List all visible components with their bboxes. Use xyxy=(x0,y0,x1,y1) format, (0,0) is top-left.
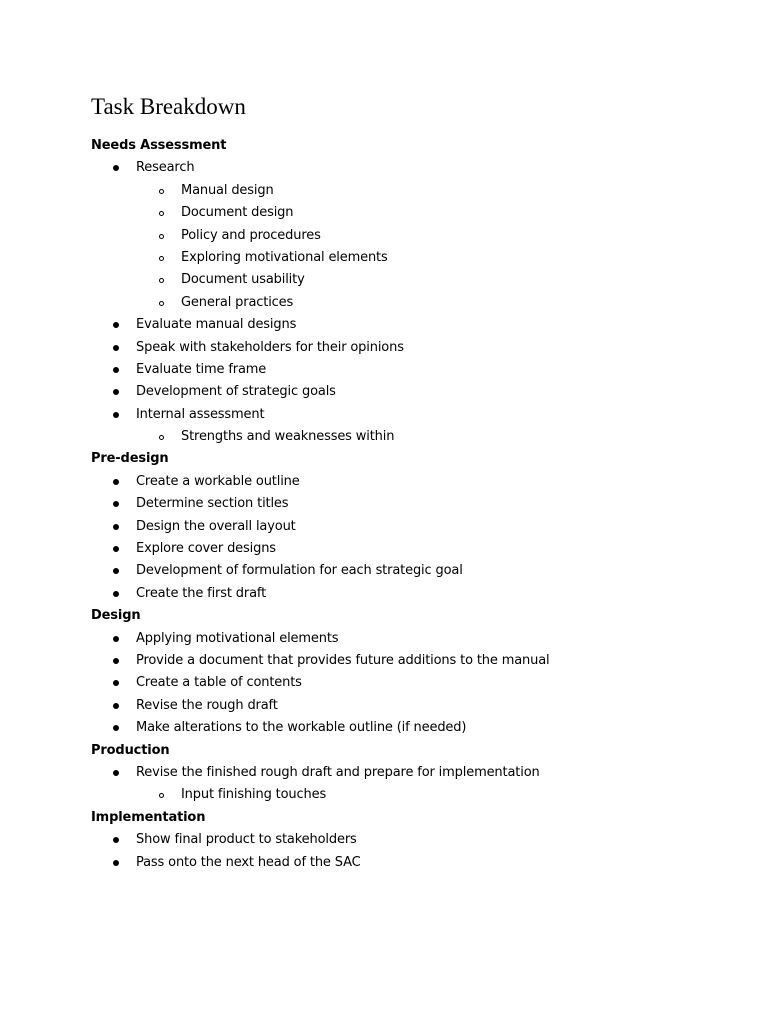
sub-list-item xyxy=(91,292,731,314)
bullet-dot-icon xyxy=(113,479,119,485)
bullet-dot-icon xyxy=(113,546,119,552)
list-item-text: Speak with stakeholders for their opinions xyxy=(136,339,404,355)
bullet-circle-icon xyxy=(159,793,164,798)
sub-list-item-text: Exploring motivational elements xyxy=(181,249,388,265)
bullet-dot-icon xyxy=(113,524,119,530)
bullet-dot-icon xyxy=(113,636,119,642)
list-item-text: Provide a document that provides future additions to the manual xyxy=(136,652,550,668)
sub-list-item-text: Policy and procedures xyxy=(181,227,321,243)
sub-list-item-text: Manual design xyxy=(181,182,274,198)
list-item-text: Development of formulation for each strategic goal xyxy=(136,563,463,579)
list-item xyxy=(91,852,731,874)
list-item xyxy=(91,404,731,426)
list-item-text: Revise the rough draft xyxy=(136,697,278,713)
bullet-circle-icon xyxy=(159,256,164,261)
bullet-dot-icon xyxy=(113,770,119,776)
list-item-text: Evaluate time frame xyxy=(136,361,267,377)
list-item xyxy=(91,471,731,493)
list-item xyxy=(91,560,731,582)
list-item-text: Make alterations to the workable outline (if needed) xyxy=(136,720,467,736)
list-item-text: Development of strategic goals xyxy=(136,384,336,400)
list-item xyxy=(91,650,731,672)
sub-list-item xyxy=(91,269,731,291)
list-item-text: Pass onto the next head of the SAC xyxy=(136,854,361,870)
bullet-circle-icon xyxy=(159,435,164,440)
bullet-dot-icon xyxy=(113,501,119,507)
sub-list-item-text: Strengths and weaknesses within xyxy=(181,429,395,445)
sub-list-item xyxy=(91,784,731,806)
list-item-text: Research xyxy=(136,160,195,176)
list-item-text: Create a workable outline xyxy=(136,473,300,489)
bullet-circle-icon xyxy=(159,211,164,216)
document-title: Task Breakdown xyxy=(91,94,246,119)
bullet-dot-icon xyxy=(113,860,119,866)
bullet-circle-icon xyxy=(159,278,164,283)
list-item-text: Create the first draft xyxy=(136,585,267,601)
list-item xyxy=(91,628,731,650)
section-heading: Design xyxy=(91,608,141,624)
bullet-dot-icon xyxy=(113,837,119,843)
list-item xyxy=(91,829,731,851)
bullet-dot-icon xyxy=(113,725,119,731)
list-item-text: Applying motivational elements xyxy=(136,630,339,646)
bullet-circle-icon xyxy=(159,234,164,239)
bullet-circle-icon xyxy=(159,189,164,194)
list-item xyxy=(91,762,731,784)
list-item-text: Internal assessment xyxy=(136,406,265,422)
bullet-dot-icon xyxy=(113,367,119,373)
bullet-dot-icon xyxy=(113,389,119,395)
sub-list-item-text: Input finishing touches xyxy=(181,787,327,803)
bullet-circle-icon xyxy=(159,301,164,306)
list-item-text: Evaluate manual designs xyxy=(136,317,297,333)
list-item xyxy=(91,672,731,694)
list-item-text: Determine section titles xyxy=(136,496,289,512)
sub-list-item-text: Document design xyxy=(181,205,294,221)
bullet-dot-icon xyxy=(113,703,119,709)
list-item-text: Explore cover designs xyxy=(136,541,276,557)
bullet-dot-icon xyxy=(113,680,119,686)
section-heading: Production xyxy=(91,742,170,758)
bullet-dot-icon xyxy=(113,322,119,328)
list-item xyxy=(91,538,731,560)
sub-list-item xyxy=(91,225,731,247)
list-item-text: Design the overall layout xyxy=(136,518,296,534)
sub-list-item xyxy=(91,202,731,224)
list-item-text: Revise the finished rough draft and prepare for implementation xyxy=(136,764,540,780)
list-item xyxy=(91,337,731,359)
list-item-text: Show final product to stakeholders xyxy=(136,832,357,848)
section-heading: Implementation xyxy=(91,809,206,825)
list-item xyxy=(91,695,731,717)
list-item xyxy=(91,359,731,381)
bullet-dot-icon xyxy=(113,591,119,597)
list-item xyxy=(91,381,731,403)
bullet-dot-icon xyxy=(113,658,119,664)
section-heading: Needs Assessment xyxy=(91,138,227,153)
list-item xyxy=(91,493,731,515)
list-item xyxy=(91,157,731,179)
bullet-dot-icon xyxy=(113,412,119,418)
sub-list-item xyxy=(91,247,731,269)
sub-list-item-text: General practices xyxy=(181,294,294,310)
sub-list-item xyxy=(91,426,731,448)
list-item-text: Create a table of contents xyxy=(136,675,302,691)
list-item xyxy=(91,717,731,739)
sub-list-item xyxy=(91,180,731,202)
document-body xyxy=(91,135,731,874)
bullet-dot-icon xyxy=(113,165,119,171)
list-item xyxy=(91,314,731,336)
bullet-dot-icon xyxy=(113,345,119,351)
section-heading: Pre-design xyxy=(91,451,169,467)
list-item xyxy=(91,516,731,538)
sub-list-item-text: Document usability xyxy=(181,272,305,288)
list-item xyxy=(91,583,731,605)
bullet-dot-icon xyxy=(113,568,119,574)
